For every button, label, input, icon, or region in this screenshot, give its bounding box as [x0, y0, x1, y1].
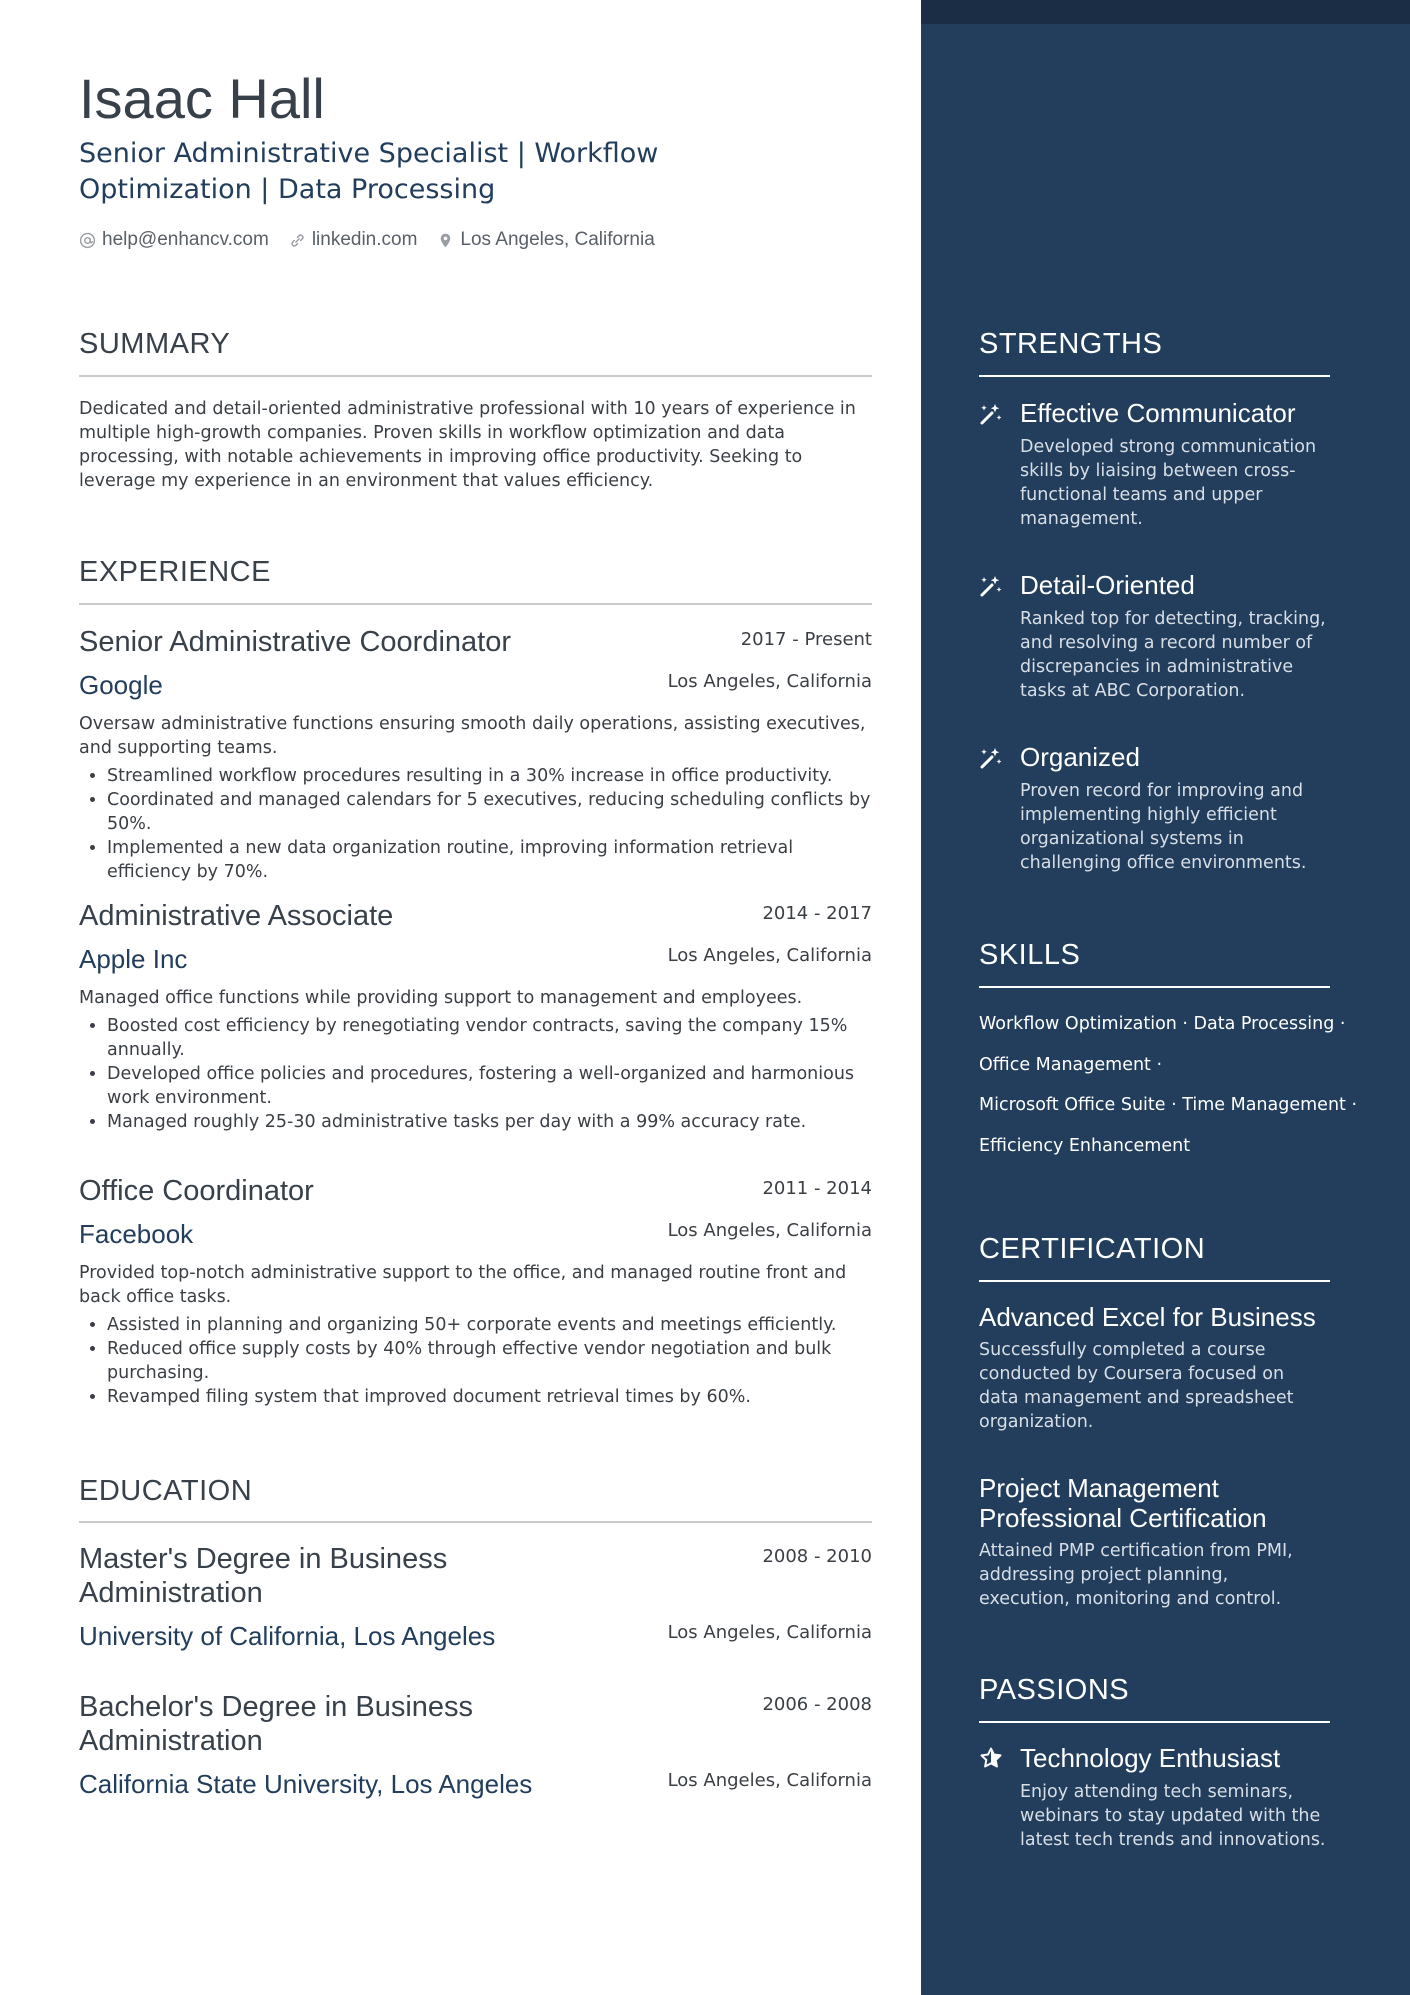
- job-company: Google: [79, 670, 163, 700]
- skills-list: [979, 1004, 1359, 1167]
- job-bullet: • Boosted cost efficiency by renegotiating vendor contracts, saving the company 15% annually.: [107, 1014, 872, 1062]
- job-bullet: • Assisted in planning and organizing 50+ corporate events and meetings efficiently.: [107, 1313, 872, 1337]
- skills-line: Efficiency Enhancement: [979, 1136, 1191, 1157]
- strength-desc: Ranked top for detecting, tracking, and resolving a record number of discrepancies in administrative tasks at ABC Corporation.: [1020, 609, 1326, 701]
- job-description: Oversaw administrative functions ensuring smooth daily operations, assisting executives, and supporting teams.: [79, 714, 866, 758]
- strengths-divider: [979, 375, 1330, 377]
- contact-location-text: Los Angeles, California: [460, 229, 655, 250]
- job-description: Provided top-notch administrative support to the office, and managed routine front and back office tasks.: [79, 1263, 847, 1307]
- job-dates: 2011 - 2014: [762, 1178, 872, 1199]
- job-company: Apple Inc: [79, 944, 188, 974]
- skills-divider: [979, 986, 1330, 988]
- strength-title: Effective Communicator: [1020, 398, 1296, 428]
- contact-location: [437, 229, 654, 251]
- job-location: Los Angeles, California: [667, 671, 872, 692]
- strength-title: Detail-Oriented: [1020, 570, 1195, 600]
- headline: Senior Administrative Specialist | Workflow Optimization | Data Processing: [79, 138, 659, 205]
- skills-line: Office Management ·: [979, 1054, 1163, 1075]
- job-company: Facebook: [79, 1219, 194, 1249]
- job-bullet: • Implemented a new data organization routine, improving information retrieval efficiency by 70%.: [107, 836, 872, 884]
- certification-desc: Successfully completed a course conducted by Coursera focused on data management and spreadsheet organization.: [979, 1340, 1294, 1432]
- degree-dates: 2006 - 2008: [762, 1694, 872, 1715]
- summary-text: Dedicated and detail-oriented administrative professional with 10 years of experience in multiple high-growth companies. Proven skills in workflow optimization and data processing, with notable achievements in improving office productivity. Seeking to leverage my experience in an environment that values efficiency.: [79, 399, 856, 491]
- school-name: California State University, Los Angeles: [79, 1769, 533, 1799]
- strength-title: Organized: [1020, 742, 1140, 772]
- skills-line: Microsoft Office Suite · Time Management ·: [979, 1095, 1358, 1116]
- job-bullets: [79, 764, 872, 884]
- certification-heading: CERTIFICATION: [979, 1233, 1206, 1265]
- job-location: Los Angeles, California: [667, 1220, 872, 1241]
- certification-desc: Attained PMP certification from PMI, addressing project planning, execution, monitoring and control.: [979, 1541, 1293, 1609]
- passion-title: Technology Enthusiast: [1020, 1743, 1281, 1773]
- job-bullet: • Streamlined workflow procedures resulting in a 30% increase in office productivity.: [107, 764, 872, 788]
- strength-desc: Developed strong communication skills by liaising between cross-functional teams and upper management.: [1020, 437, 1317, 529]
- job-bullet: • Coordinated and managed calendars for 5 executives, reducing scheduling conflicts by 50%.: [107, 788, 872, 836]
- magic-wand-icon: [979, 402, 1003, 426]
- contact-email[interactable]: [79, 229, 269, 251]
- magic-wand-icon: [979, 574, 1003, 598]
- degree-title: Bachelor's Degree in Business Administration: [79, 1691, 474, 1757]
- job-bullet: • Developed office policies and procedures, fostering a well-organized and harmonious work environment.: [107, 1062, 872, 1110]
- passions-heading: PASSIONS: [979, 1674, 1130, 1706]
- job-bullet: • Reduced office supply costs by 40% through effective vendor negotiation and bulk purchasing.: [107, 1337, 872, 1385]
- link-icon: [289, 232, 306, 249]
- sidebar-top-bar: [921, 0, 1410, 24]
- contact-linkedin-text: linkedin.com: [311, 229, 418, 250]
- job-bullet: • Revamped filing system that improved document retrieval times by 60%.: [107, 1385, 872, 1409]
- skills-line: Workflow Optimization · Data Processing ·: [979, 1014, 1346, 1034]
- school-location: Los Angeles, California: [667, 1622, 872, 1643]
- job-bullets: [79, 1313, 872, 1409]
- star-icon: [979, 1746, 1003, 1770]
- summary-heading: SUMMARY: [79, 328, 231, 360]
- education-heading: EDUCATION: [79, 1475, 253, 1507]
- job-bullet: • Managed roughly 25-30 administrative tasks per day with a 99% accuracy rate.: [107, 1110, 872, 1134]
- certification-title: Project Management Professional Certification: [979, 1473, 1267, 1533]
- contact-email-text: help@enhancv.com: [102, 229, 269, 250]
- degree-title: Master's Degree in Business Administration: [79, 1543, 448, 1609]
- job-dates: 2017 - Present: [740, 629, 872, 650]
- at-icon: [79, 232, 96, 249]
- contact-linkedin[interactable]: [289, 229, 418, 251]
- candidate-name: Isaac Hall: [79, 67, 325, 130]
- school-location: Los Angeles, California: [667, 1770, 872, 1791]
- education-divider: [79, 1521, 872, 1523]
- magic-wand-icon: [979, 746, 1003, 770]
- certification-title: Advanced Excel for Business: [979, 1302, 1316, 1332]
- experience-divider: [79, 603, 872, 605]
- passions-divider: [979, 1721, 1330, 1723]
- contact-bar: [79, 229, 675, 251]
- job-title: Office Coordinator: [79, 1175, 314, 1207]
- job-dates: 2014 - 2017: [762, 903, 872, 924]
- summary-divider: [79, 375, 872, 377]
- job-bullets: [79, 1014, 872, 1134]
- job-title: Senior Administrative Coordinator: [79, 626, 511, 658]
- passion-desc: Enjoy attending tech seminars, webinars to stay updated with the latest tech trends and innovations.: [1020, 1782, 1326, 1850]
- job-description: Managed office functions while providing support to management and employees.: [79, 988, 803, 1008]
- experience-heading: EXPERIENCE: [79, 556, 271, 588]
- strengths-heading: STRENGTHS: [979, 328, 1163, 360]
- skills-heading: SKILLS: [979, 939, 1081, 971]
- certification-divider: [979, 1280, 1330, 1282]
- degree-dates: 2008 - 2010: [762, 1546, 872, 1567]
- strength-desc: Proven record for improving and implementing highly efficient organizational systems in challenging office environments.: [1020, 781, 1307, 873]
- job-title: Administrative Associate: [79, 900, 394, 932]
- school-name: University of California, Los Angeles: [79, 1621, 496, 1651]
- job-location: Los Angeles, California: [667, 945, 872, 966]
- location-pin-icon: [437, 232, 454, 249]
